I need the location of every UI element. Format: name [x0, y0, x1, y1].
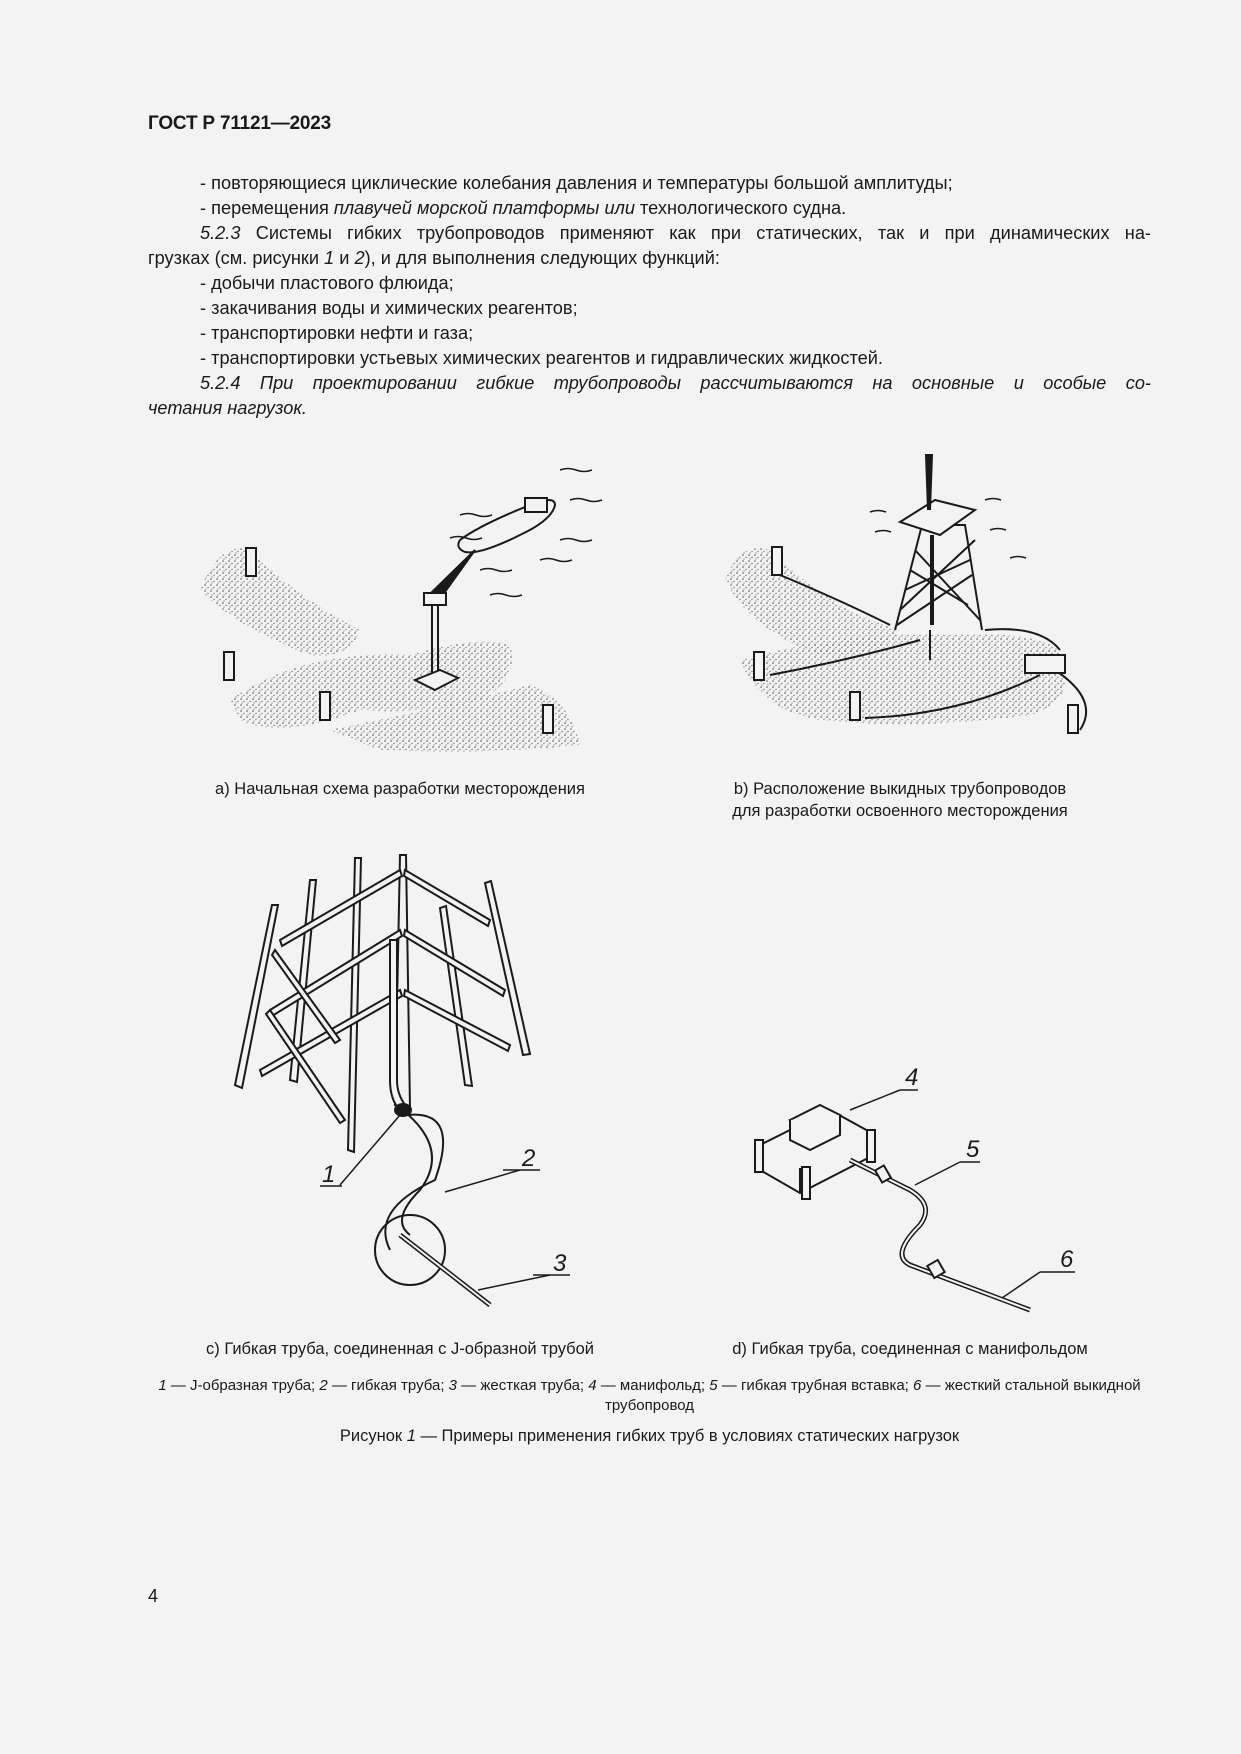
figure-c-j-tube-connection [220, 840, 580, 1330]
document-code-header: ГОСТ Р 71121—2023 [148, 113, 332, 134]
callout-5: 5 [966, 1136, 980, 1163]
caption-d: d) Гибкая труба, соединенная с манифольдом [732, 1340, 1088, 1358]
figure-a-initial-field-layout [180, 440, 630, 760]
figure-title: Рисунок 1 — Примеры применения гибких труб в условиях статических нагрузок [339, 1427, 960, 1445]
figure-d-manifold-connection [740, 1050, 1100, 1330]
callout-1: 1 [322, 1161, 336, 1188]
callout-3: 3 [553, 1250, 567, 1277]
list-item: - транспортировки устьевых химических реагентов и гидравлических жидкостей. [200, 348, 883, 368]
callout-2: 2 [522, 1145, 536, 1172]
list-item: - транспортировки нефти и газа; [200, 323, 474, 343]
body-text [148, 171, 1151, 421]
list-item: - повторяющиеся циклические колебания давления и температуры большой амплитуды; [200, 173, 953, 193]
figure-b-flowline-layout [700, 440, 1120, 760]
page-number: 4 [148, 1586, 159, 1606]
caption-b: b) Расположение выкидных трубопроводов для разработки освоенного месторождения [732, 780, 1068, 820]
list-item: - перемещения плавучей морской платформы или технологического судна. [200, 198, 847, 218]
paragraph-5-2-3-cont: грузках (см. рисунки 1 и 2), и для выполнения следующих функций: [148, 248, 720, 268]
caption-c: c) Гибкая труба, соединенная с J-образной трубой [205, 1340, 595, 1358]
callout-6: 6 [1060, 1246, 1074, 1273]
list-item: - добычи пластового флюида; [200, 273, 454, 293]
paragraph-5-2-4-cont: четания нагрузок. [148, 398, 307, 418]
paragraph-5-2-3: 5.2.3 Системы гибких трубопроводов применяют как при статических, так и при динамических на- [200, 223, 1151, 243]
caption-a: a) Начальная схема разработки месторождения [215, 780, 585, 798]
list-item: - закачивания воды и химических реагентов; [200, 298, 578, 318]
figure-legend: 1 — J-образная труба; 2 — гибкая труба; 3 — жесткая труба; 4 — манифольд; 5 — гибкая трубная вставка; 6 — жесткий стальной выкидной трубопровод [158, 1377, 1141, 1414]
paragraph-5-2-4: 5.2.4 При проектировании гибкие трубопроводы рассчитываются на основные и особые со- [200, 373, 1151, 393]
callout-4: 4 [905, 1064, 919, 1091]
